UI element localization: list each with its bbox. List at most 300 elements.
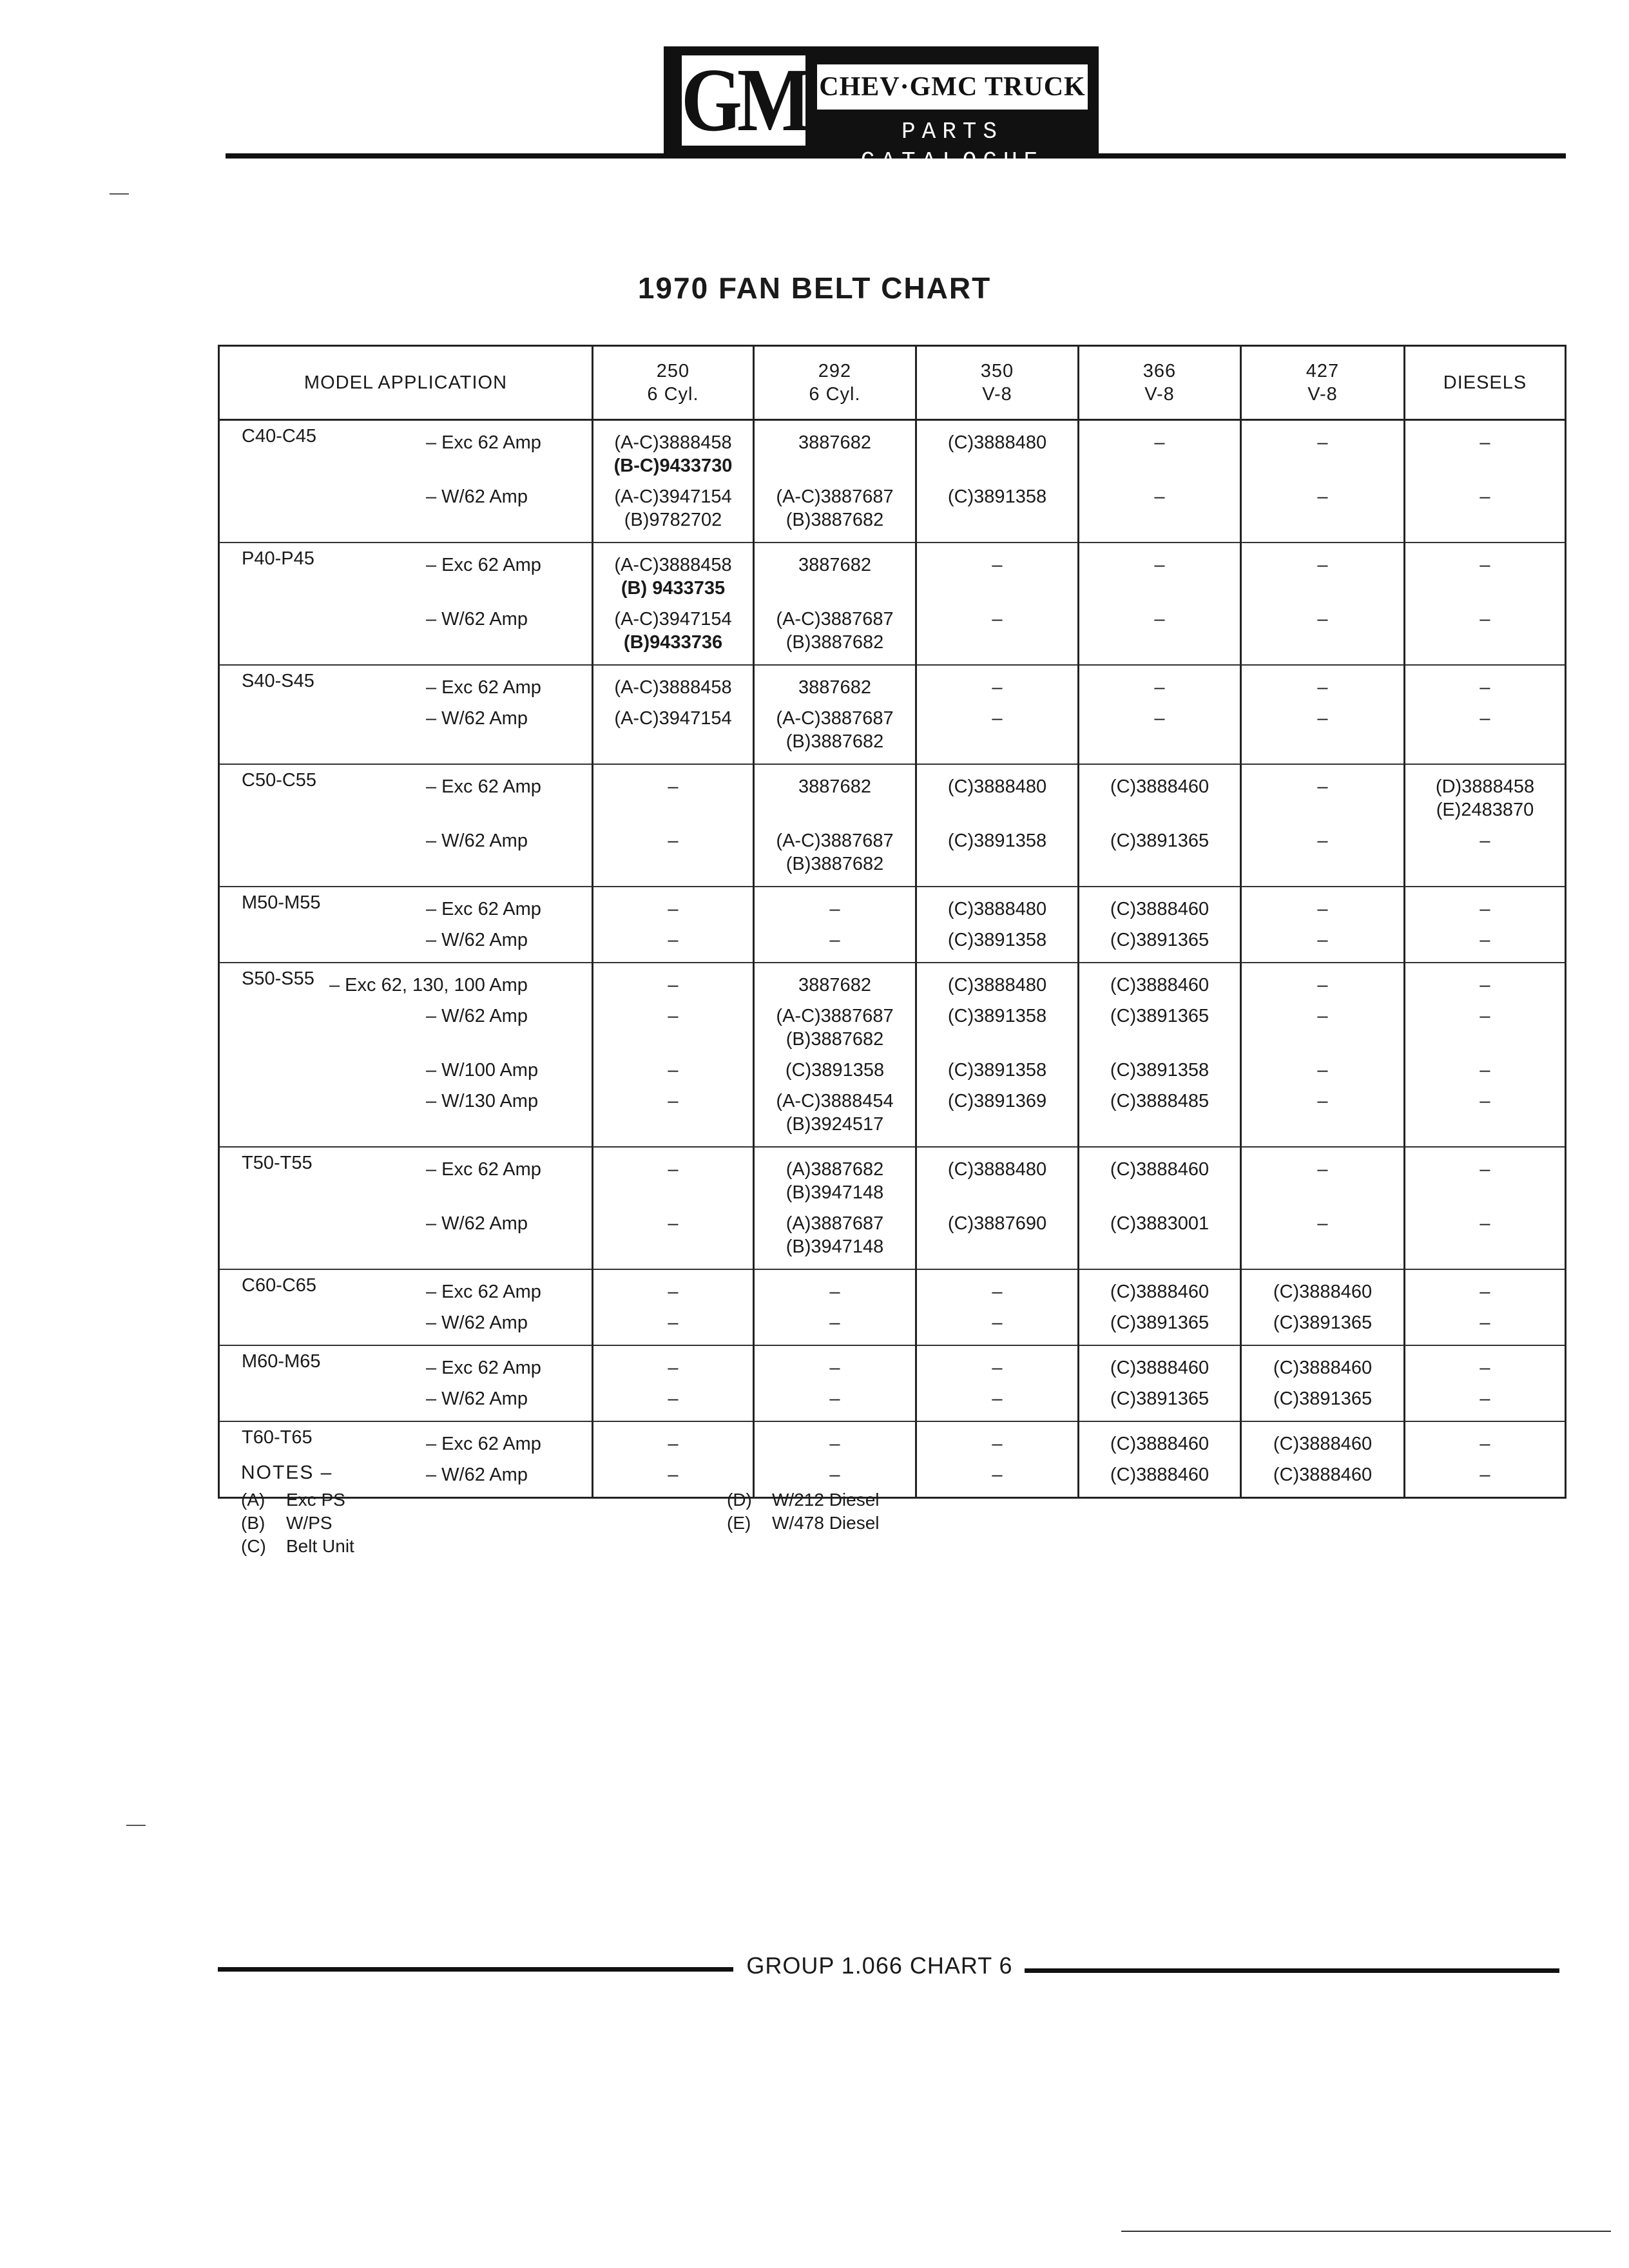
part-number: 3887682: [798, 555, 871, 575]
belt-cell-c350: [916, 887, 1079, 963]
belt-cell-c366: [1079, 543, 1241, 665]
no-part-dash: –: [1480, 677, 1490, 698]
model-variant: – Exc 62 Amp: [426, 1282, 541, 1302]
belt-cell-c292: [754, 665, 916, 764]
model-name: C60-C65: [242, 1275, 317, 1296]
table-row: [219, 1147, 1566, 1269]
no-part-dash: –: [1480, 432, 1490, 453]
model-variant: – Exc 62 Amp: [426, 432, 541, 453]
belt-cell-c250: [593, 543, 754, 665]
model-name: P40-P45: [242, 548, 314, 569]
part-number: (B)3887682: [786, 1029, 884, 1050]
no-part-dash: –: [1480, 831, 1490, 851]
part-number: (C)3888460: [1110, 776, 1210, 797]
no-part-dash: –: [668, 1213, 679, 1234]
header-sublabel: V-8: [1144, 384, 1175, 405]
part-number: (B)3947148: [786, 1182, 884, 1203]
no-part-dash: –: [668, 1434, 679, 1454]
header-label: 292: [818, 361, 852, 381]
belt-cell-c350: [916, 420, 1079, 543]
no-part-dash: –: [1480, 555, 1490, 575]
model-name: S40-S45: [242, 671, 314, 691]
belt-cell-c350: [916, 764, 1079, 887]
belt-cell-c427: [1241, 1147, 1405, 1269]
no-part-dash: –: [992, 1312, 1003, 1333]
part-number: (A-C)3887687: [776, 486, 894, 507]
belt-cell-diesel: [1405, 963, 1566, 1147]
notes-right: [727, 1488, 880, 1535]
no-part-dash: –: [992, 1389, 1003, 1409]
model-variant: – Exc 62 Amp: [426, 677, 541, 698]
no-part-dash: –: [1317, 1213, 1328, 1234]
no-part-dash: –: [1480, 1465, 1490, 1485]
catalogue-logo: [664, 46, 1099, 175]
no-part-dash: –: [1317, 432, 1328, 453]
no-part-dash: –: [992, 677, 1003, 698]
part-number: (B)3887682: [786, 854, 884, 874]
belt-cell-c250: [593, 963, 754, 1147]
model-cell: [219, 543, 593, 665]
model-variant: – W/62 Amp: [426, 486, 528, 507]
no-part-dash: –: [1317, 677, 1328, 698]
belt-cell-c366: [1079, 665, 1241, 764]
no-part-dash: –: [668, 1358, 679, 1378]
footer-label: GROUP 1.066 CHART 6: [746, 1952, 1013, 1979]
belt-cell-c250: [593, 764, 754, 887]
part-number: (B)3924517: [786, 1114, 884, 1135]
belt-cell-c427: [1241, 1345, 1405, 1421]
belt-cell-c366: [1079, 1147, 1241, 1269]
part-number: (B)3887682: [786, 632, 884, 653]
header-engine-1: [593, 346, 754, 420]
model-variant: – Exc 62 Amp: [426, 1159, 541, 1180]
no-part-dash: –: [829, 1465, 840, 1485]
belt-cell-c350: [916, 1269, 1079, 1345]
note-code: (B): [241, 1513, 265, 1533]
no-part-dash: –: [1480, 1159, 1490, 1180]
part-number: (B)9782702: [624, 510, 722, 530]
part-number: (C)3888480: [947, 776, 1047, 797]
page-title: 1970 FAN BELT CHART: [637, 271, 992, 305]
no-part-dash: –: [1480, 1213, 1490, 1234]
model-variant: – W/62 Amp: [426, 609, 528, 629]
note-text: W/212 Diesel: [772, 1490, 880, 1510]
belt-cell-c250: [593, 1269, 754, 1345]
no-part-dash: –: [1317, 708, 1328, 729]
part-number: (A-C)3888458: [614, 432, 732, 453]
part-number: (C)3888480: [947, 899, 1047, 919]
table-row: [219, 1269, 1566, 1345]
model-variant: – W/62 Amp: [426, 1213, 528, 1234]
model-variant: – W/62 Amp: [426, 1006, 528, 1026]
header-engine-2: [754, 346, 916, 420]
part-number: (C)3888460: [1273, 1434, 1373, 1454]
table-row: [219, 1421, 1566, 1498]
model-variant: – W/62 Amp: [426, 1389, 528, 1409]
part-number: (A-C)3887687: [776, 708, 894, 729]
no-part-dash: –: [668, 1282, 679, 1302]
header-sublabel: 6 Cyl.: [647, 384, 699, 405]
belt-cell-c292: [754, 1345, 916, 1421]
header-model-application: [219, 346, 593, 420]
part-number: (C)3888485: [1110, 1091, 1210, 1111]
part-number: (C)3888460: [1273, 1282, 1373, 1302]
part-number: (A-C)3888454: [776, 1091, 894, 1111]
model-cell: [219, 420, 593, 543]
no-part-dash: –: [1480, 975, 1490, 995]
belt-cell-diesel: [1405, 543, 1566, 665]
part-number: (C)3891365: [1273, 1389, 1373, 1409]
belt-cell-c250: [593, 1345, 754, 1421]
part-number: (C)3888480: [947, 1159, 1047, 1180]
header-engine-4: [1079, 346, 1241, 420]
header-sublabel: 6 Cyl.: [809, 384, 861, 405]
model-variant: – Exc 62 Amp: [426, 1434, 541, 1454]
part-number: (C)3888460: [1110, 1159, 1210, 1180]
footer-rule-right: [1025, 1968, 1559, 1973]
part-number: 3887682: [798, 776, 871, 797]
model-variant: – W/62 Amp: [426, 708, 528, 729]
no-part-dash: –: [992, 1358, 1003, 1378]
no-part-dash: –: [829, 1389, 840, 1409]
belt-cell-c292: [754, 887, 916, 963]
note-text: W/PS: [286, 1513, 333, 1533]
note-text: Belt Unit: [286, 1536, 354, 1556]
speck: [126, 1825, 146, 1826]
no-part-dash: –: [1317, 776, 1328, 797]
part-number: (D)3888458: [1435, 776, 1535, 797]
header-label: 366: [1142, 361, 1177, 381]
note-code: (A): [241, 1490, 265, 1510]
belt-cell-c250: [593, 887, 754, 963]
model-variant: – W/62 Amp: [426, 1312, 528, 1333]
part-number: (C)3887690: [947, 1213, 1047, 1234]
model-cell: [219, 665, 593, 764]
model-cell: [219, 963, 593, 1147]
stray-rule: [1121, 2231, 1611, 2232]
no-part-dash: –: [829, 930, 840, 950]
footer-rule-left: [218, 1967, 733, 1972]
belt-cell-c250: [593, 665, 754, 764]
no-part-dash: –: [1154, 677, 1165, 698]
header-label: DIESELS: [1443, 372, 1527, 393]
no-part-dash: –: [1480, 1389, 1490, 1409]
header-label: MODEL APPLICATION: [304, 372, 508, 393]
note-item: [727, 1488, 880, 1512]
belt-cell-c427: [1241, 1269, 1405, 1345]
part-number: (A-C)3888458: [614, 677, 732, 698]
belt-cell-c350: [916, 543, 1079, 665]
model-variant: – Exc 62 Amp: [426, 555, 541, 575]
note-code: (D): [727, 1490, 752, 1510]
no-part-dash: –: [1317, 975, 1328, 995]
table-row: [219, 764, 1566, 887]
model-variant: – Exc 62 Amp: [426, 776, 541, 797]
table-row: [219, 543, 1566, 665]
belt-cell-c292: [754, 1421, 916, 1498]
part-number: (C)3891358: [947, 1006, 1047, 1026]
no-part-dash: –: [1317, 486, 1328, 507]
part-number: (A-C)3887687: [776, 1006, 894, 1026]
note-item: [241, 1512, 354, 1535]
model-variant: – W/62 Amp: [426, 831, 528, 851]
part-number: (C)3891365: [1110, 1006, 1210, 1026]
part-number: (C)3888460: [1110, 1282, 1210, 1302]
header-sublabel: V-8: [1307, 384, 1338, 405]
header-engine-3: [916, 346, 1079, 420]
no-part-dash: –: [1317, 555, 1328, 575]
part-number: (B)3887682: [786, 731, 884, 752]
note-code: (E): [727, 1513, 751, 1533]
notes-section: [241, 1461, 354, 1558]
model-cell: [219, 1269, 593, 1345]
part-number: (C)3888460: [1110, 1434, 1210, 1454]
model-variant: – W/130 Amp: [426, 1091, 539, 1111]
part-number: (C)3891365: [1110, 1389, 1210, 1409]
belt-cell-diesel: [1405, 1421, 1566, 1498]
part-number: (B) 9433735: [621, 578, 726, 599]
belt-cell-c350: [916, 1147, 1079, 1269]
belt-cell-diesel: [1405, 887, 1566, 963]
model-cell: [219, 764, 593, 887]
part-number: (B-C)9433730: [613, 456, 733, 476]
speck: [110, 193, 129, 195]
part-number: (B)3947148: [786, 1236, 884, 1257]
belt-cell-diesel: [1405, 1345, 1566, 1421]
part-number: (C)3891365: [1110, 831, 1210, 851]
no-part-dash: –: [668, 899, 679, 919]
gm-logo: GM: [680, 50, 807, 151]
part-number: (A)3887682: [786, 1159, 884, 1180]
part-number: 3887682: [798, 677, 871, 698]
no-part-dash: –: [992, 555, 1003, 575]
part-number: (A-C)3947154: [614, 486, 732, 507]
no-part-dash: –: [1317, 1091, 1328, 1111]
belt-cell-c427: [1241, 887, 1405, 963]
header-label: 427: [1306, 361, 1340, 381]
belt-cell-c427: [1241, 665, 1405, 764]
no-part-dash: –: [1154, 609, 1165, 629]
no-part-dash: –: [992, 1465, 1003, 1485]
part-number: (C)3891365: [1273, 1312, 1373, 1333]
no-part-dash: –: [1480, 1006, 1490, 1026]
belt-cell-diesel: [1405, 1147, 1566, 1269]
no-part-dash: –: [1480, 1358, 1490, 1378]
part-number: (C)3888460: [1110, 899, 1210, 919]
no-part-dash: –: [1317, 930, 1328, 950]
part-number: (C)3891358: [947, 486, 1047, 507]
belt-cell-c427: [1241, 1421, 1405, 1498]
belt-cell-c292: [754, 1269, 916, 1345]
no-part-dash: –: [1317, 831, 1328, 851]
part-number: (C)3891358: [785, 1060, 885, 1081]
part-number: (C)3891365: [1110, 1312, 1210, 1333]
header-sublabel: V-8: [982, 384, 1012, 405]
belt-cell-c366: [1079, 1269, 1241, 1345]
belt-cell-c350: [916, 665, 1079, 764]
part-number: (E)2483870: [1436, 800, 1534, 820]
part-number: (A-C)3947154: [614, 609, 732, 629]
belt-cell-c350: [916, 1421, 1079, 1498]
model-name: S50-S55: [242, 968, 314, 989]
part-number: (C)3888460: [1110, 975, 1210, 995]
no-part-dash: –: [829, 1282, 840, 1302]
part-number: (A-C)3888458: [614, 555, 732, 575]
model-name: T60-T65: [242, 1427, 313, 1448]
part-number: (C)3891358: [947, 930, 1047, 950]
no-part-dash: –: [829, 1358, 840, 1378]
no-part-dash: –: [1154, 432, 1165, 453]
model-variant: – Exc 62, 130, 100 Amp: [329, 975, 528, 995]
belt-cell-c366: [1079, 420, 1241, 543]
belt-cell-c250: [593, 420, 754, 543]
belt-cell-c366: [1079, 764, 1241, 887]
table-row: [219, 963, 1566, 1147]
header-engine-6: [1405, 346, 1566, 420]
belt-cell-c292: [754, 543, 916, 665]
model-name: C50-C55: [242, 770, 317, 791]
belt-cell-diesel: [1405, 1269, 1566, 1345]
brand-line: CHEV·GMC TRUCK: [817, 64, 1088, 110]
no-part-dash: –: [668, 831, 679, 851]
model-variant: – W/62 Amp: [426, 1465, 528, 1485]
table-row: [219, 420, 1566, 543]
note-item: [241, 1535, 354, 1558]
notes-title: NOTES –: [241, 1462, 333, 1483]
table-header-row: [219, 346, 1566, 420]
part-number: 3887682: [798, 975, 871, 995]
belt-cell-c292: [754, 764, 916, 887]
no-part-dash: –: [829, 1312, 840, 1333]
model-name: M50-M55: [242, 892, 321, 913]
belt-cell-c366: [1079, 887, 1241, 963]
no-part-dash: –: [1480, 1312, 1490, 1333]
model-variant: – Exc 62 Amp: [426, 1358, 541, 1378]
fan-belt-table: [218, 345, 1566, 1499]
note-code: (C): [241, 1536, 266, 1556]
part-number: (A-C)3947154: [614, 708, 732, 729]
note-text: W/478 Diesel: [772, 1513, 880, 1533]
model-cell: [219, 1345, 593, 1421]
part-number: (C)3891358: [1110, 1060, 1210, 1081]
no-part-dash: –: [1317, 899, 1328, 919]
no-part-dash: –: [992, 609, 1003, 629]
no-part-dash: –: [1480, 1282, 1490, 1302]
no-part-dash: –: [1317, 1006, 1328, 1026]
no-part-dash: –: [1317, 609, 1328, 629]
header-label: 250: [656, 361, 690, 381]
header-engine-5: [1241, 346, 1405, 420]
no-part-dash: –: [992, 708, 1003, 729]
part-number: (C)3883001: [1110, 1213, 1210, 1234]
table-row: [219, 665, 1566, 764]
table-row: [219, 1345, 1566, 1421]
note-item: [727, 1512, 880, 1535]
no-part-dash: –: [1154, 708, 1165, 729]
part-number: 3887682: [798, 432, 871, 453]
no-part-dash: –: [668, 1006, 679, 1026]
table-body: [219, 420, 1566, 1498]
no-part-dash: –: [1480, 609, 1490, 629]
belt-cell-c350: [916, 963, 1079, 1147]
part-number: (C)3888460: [1273, 1358, 1373, 1378]
part-number: (A-C)3887687: [776, 609, 894, 629]
part-number: (C)3888480: [947, 975, 1047, 995]
part-number: (C)3891358: [947, 831, 1047, 851]
no-part-dash: –: [668, 1312, 679, 1333]
belt-cell-c366: [1079, 1345, 1241, 1421]
no-part-dash: –: [1480, 930, 1490, 950]
no-part-dash: –: [829, 1434, 840, 1454]
no-part-dash: –: [829, 899, 840, 919]
no-part-dash: –: [1154, 486, 1165, 507]
no-part-dash: –: [668, 1389, 679, 1409]
no-part-dash: –: [668, 776, 679, 797]
part-number: (B)3887682: [786, 510, 884, 530]
part-number: (C)3891358: [947, 1060, 1047, 1081]
belt-cell-c292: [754, 420, 916, 543]
belt-cell-c366: [1079, 963, 1241, 1147]
no-part-dash: –: [1154, 555, 1165, 575]
part-number: (C)3888460: [1110, 1465, 1210, 1485]
belt-cell-c366: [1079, 1421, 1241, 1498]
no-part-dash: –: [668, 1159, 679, 1180]
model-variant: – W/62 Amp: [426, 930, 528, 950]
part-number: (C)3888460: [1273, 1465, 1373, 1485]
belt-cell-c292: [754, 963, 916, 1147]
model-cell: [219, 887, 593, 963]
model-name: M60-M65: [242, 1351, 321, 1372]
model-name: C40-C45: [242, 426, 317, 447]
model-variant: – Exc 62 Amp: [426, 899, 541, 919]
note-text: Exc PS: [286, 1490, 345, 1510]
no-part-dash: –: [668, 930, 679, 950]
model-name: T50-T55: [242, 1153, 313, 1173]
belt-cell-c350: [916, 1345, 1079, 1421]
no-part-dash: –: [1317, 1159, 1328, 1180]
no-part-dash: –: [992, 1434, 1003, 1454]
no-part-dash: –: [1480, 708, 1490, 729]
belt-cell-c250: [593, 1147, 754, 1269]
no-part-dash: –: [1317, 1060, 1328, 1081]
note-item: [241, 1488, 354, 1512]
part-number: (C)3888460: [1110, 1358, 1210, 1378]
belt-cell-c250: [593, 1421, 754, 1498]
no-part-dash: –: [1480, 486, 1490, 507]
belt-cell-diesel: [1405, 420, 1566, 543]
catalogue-line: PARTS CATALOGUE: [860, 119, 1045, 175]
no-part-dash: –: [1480, 1434, 1490, 1454]
belt-cell-c427: [1241, 963, 1405, 1147]
part-number: (C)3891365: [1110, 930, 1210, 950]
no-part-dash: –: [668, 1091, 679, 1111]
part-number: (C)3891369: [947, 1091, 1047, 1111]
belt-cell-diesel: [1405, 665, 1566, 764]
belt-cell-c427: [1241, 764, 1405, 887]
part-number: (B)9433736: [623, 632, 723, 653]
no-part-dash: –: [1480, 899, 1490, 919]
belt-cell-c427: [1241, 420, 1405, 543]
no-part-dash: –: [1480, 1060, 1490, 1081]
belt-cell-c292: [754, 1147, 916, 1269]
header-label: 350: [980, 361, 1014, 381]
no-part-dash: –: [668, 1465, 679, 1485]
table-row: [219, 887, 1566, 963]
model-variant: – W/100 Amp: [426, 1060, 539, 1081]
notes-left: [241, 1488, 354, 1558]
part-number: (C)3888480: [947, 432, 1047, 453]
part-number: (A)3887687: [786, 1213, 884, 1234]
